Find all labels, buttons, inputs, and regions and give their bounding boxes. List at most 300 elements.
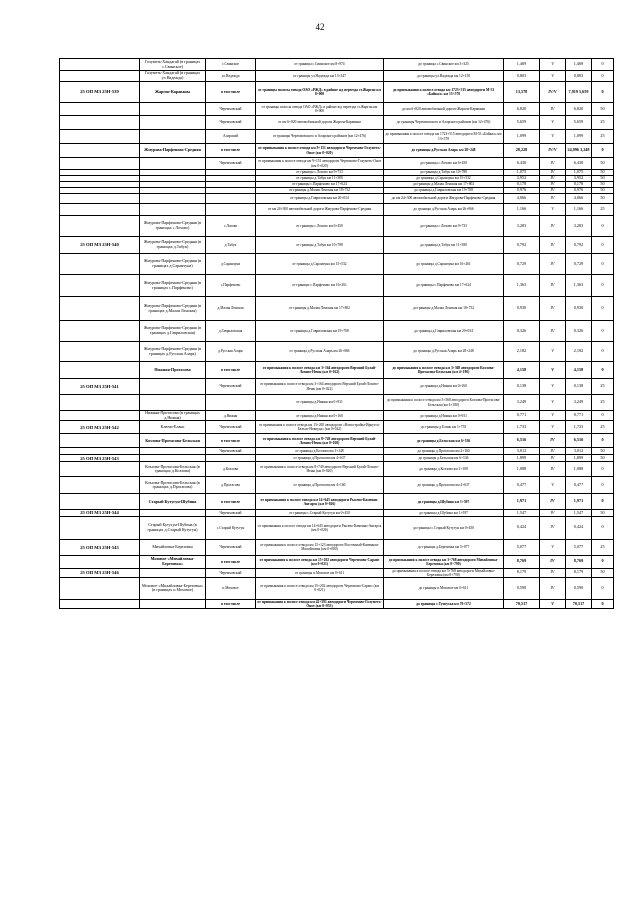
length-cell: 0,976 bbox=[504, 188, 540, 194]
road-name-cell: Моховое-«Михайловка-Березовка» bbox=[140, 555, 206, 568]
road-name-cell: Жмурова-Парфеново-Средняя (в границах с.Парфеново) bbox=[140, 275, 206, 297]
road-id-cell bbox=[60, 599, 140, 608]
district-cell: с.Парфеново bbox=[206, 275, 256, 297]
length-cell: 0,326 bbox=[504, 321, 540, 342]
length-by-category-cell: 1,099 bbox=[566, 130, 592, 144]
category-cell: IV bbox=[540, 555, 566, 568]
length-by-category-cell: 3,952 bbox=[566, 176, 592, 182]
district-cell bbox=[206, 204, 256, 216]
end-point-cell: до км 24+300 автомобильной дороги Жмурова-Парфеново-Средняя bbox=[384, 194, 504, 204]
road-name-cell: Козлова-Протасова-Бельская (в границах д.Козлова) bbox=[140, 462, 206, 477]
width-cell: 0 bbox=[592, 275, 614, 297]
table-row bbox=[60, 254, 614, 275]
category-cell: IV bbox=[540, 237, 566, 254]
category-cell: IV bbox=[540, 494, 566, 510]
start-point-cell: от примыкания к полосе отвода км 15+202 автодороги Черемхово-Сарапс (км 0+021) bbox=[256, 577, 384, 599]
length-by-category-cell: 7,919 5,659 bbox=[566, 82, 592, 103]
table-row bbox=[60, 516, 614, 539]
category-cell: IV bbox=[540, 297, 566, 321]
category-cell: V bbox=[540, 59, 566, 71]
end-point-cell: до примыкания к полосе отвода км 1723+515 автодороги М-53 «Байкал» км 13+578 bbox=[384, 82, 504, 103]
end-point-cell: до границы д.Гавриловская км 19+708 bbox=[384, 188, 504, 194]
length-by-category-cell: 1,166 bbox=[566, 204, 592, 216]
category-cell: V bbox=[540, 362, 566, 379]
end-point-cell: до примыкания к полосе отвода км 3+368 автодороги Козлова-Протасова-Бельская (км 4+190) bbox=[384, 362, 504, 379]
width-cell: 0 bbox=[592, 216, 614, 237]
length-by-category-cell: 0,178 bbox=[566, 182, 592, 188]
end-point-cell: до границы д.Малая Ленская км 18+732 bbox=[384, 297, 504, 321]
length-by-category-cell: 0,930 bbox=[566, 297, 592, 321]
width-cell: 50 bbox=[592, 158, 614, 170]
category-cell: IV/V bbox=[540, 82, 566, 103]
district-cell bbox=[206, 194, 256, 204]
road-id-cell bbox=[60, 494, 140, 510]
road-name-cell: Жмурова-Парфеново-Средняя (в границах д.Табук) bbox=[140, 237, 206, 254]
start-point-cell: от границы с.Старый Кутугун км 0+450 bbox=[256, 510, 384, 516]
length-cell: 3,283 bbox=[504, 216, 540, 237]
category-cell: V bbox=[540, 477, 566, 494]
district-cell: д.Нижня bbox=[206, 411, 256, 421]
road-name-cell: Старый Кутугун-Шубина bbox=[140, 494, 206, 510]
table-row bbox=[60, 194, 614, 204]
length-cell: 0,590 bbox=[504, 577, 540, 599]
length-cell: 0,424 bbox=[504, 516, 540, 539]
length-by-category-cell: 0,138 bbox=[566, 379, 592, 395]
width-cell: 25 bbox=[592, 539, 614, 555]
start-point-cell: от границы с.Парфеново км 16+261 bbox=[256, 275, 384, 297]
category-cell: IV bbox=[540, 158, 566, 170]
table-row bbox=[60, 103, 614, 116]
road-id-cell bbox=[60, 321, 140, 342]
length-cell: 1,075 bbox=[504, 170, 540, 176]
table-row bbox=[60, 237, 614, 254]
road-id-cell: 25 ОП МЗ 25Н-543 bbox=[60, 455, 140, 462]
table-row bbox=[60, 462, 614, 477]
start-point-cell: от км 24+300 автомобильной дороги Жмурова-Парфеново-Средняя bbox=[256, 204, 384, 216]
road-name-cell bbox=[140, 204, 206, 216]
length-by-category-cell: 0,803 bbox=[566, 71, 592, 82]
table-row bbox=[60, 599, 614, 608]
road-id-cell bbox=[60, 144, 140, 158]
start-point-cell: от границы ул.Надежда км 13+347 bbox=[256, 71, 384, 82]
width-cell: 0 bbox=[592, 237, 614, 254]
start-point-cell: от границы с.Парфеново км 17+624 bbox=[256, 182, 384, 188]
road-name-cell: Михайловка-Березовка bbox=[140, 539, 206, 555]
end-point-cell: до границы п.Моховое км 0+611 bbox=[384, 577, 504, 599]
length-cell: 0,138 bbox=[504, 379, 540, 395]
start-point-cell: от границы д.Малая Ленская км 17+802 bbox=[256, 297, 384, 321]
road-name-cell bbox=[140, 103, 206, 116]
road-name-cell: Козлова-Протасова-Бельская (в границах д.Протасова) bbox=[140, 477, 206, 494]
length-by-category-cell: 0,477 bbox=[566, 477, 592, 494]
road-id-cell bbox=[60, 204, 140, 216]
length-cell: 1,088 bbox=[504, 462, 540, 477]
road-id-cell: 25 ОП МЗ 25Н-542 bbox=[60, 421, 140, 434]
table-row bbox=[60, 342, 614, 362]
road-name-cell bbox=[140, 599, 206, 608]
end-point-cell: до границы с.Старый Кутугун км 0+450 bbox=[384, 516, 504, 539]
end-point-cell: до границы д.Русская Аларь км 28+248 bbox=[384, 342, 504, 362]
category-cell: IV/V bbox=[540, 144, 566, 158]
length-by-category-cell: 0,590 bbox=[566, 577, 592, 599]
table-row bbox=[60, 216, 614, 237]
road-id-cell bbox=[60, 103, 140, 116]
length-cell: 0,729 bbox=[504, 254, 540, 275]
district-cell: в том числе bbox=[206, 82, 256, 103]
table-row bbox=[60, 204, 614, 216]
table-row bbox=[60, 297, 614, 321]
road-register-table bbox=[59, 58, 614, 609]
width-cell: 0 bbox=[592, 462, 614, 477]
road-id-cell: 25 ОП МЗ 25Н-544 bbox=[60, 510, 140, 516]
start-point-cell: от границы с.Свинское км 8+974 bbox=[256, 59, 384, 71]
road-id-cell bbox=[60, 59, 140, 71]
district-cell: Черемховский bbox=[206, 379, 256, 395]
road-name-cell bbox=[140, 455, 206, 462]
end-point-cell: до границы д.Нижня км 0+931 bbox=[384, 411, 504, 421]
length-by-category-cell: 3,012 bbox=[566, 448, 592, 455]
road-name-cell: Жмурова-Парфеново-Средняя (в границах д.Гавриловская) bbox=[140, 321, 206, 342]
district-cell: д.Саранчуна bbox=[206, 254, 256, 275]
width-cell: 50 bbox=[592, 568, 614, 577]
end-point-cell: до примыкания к полосе отвода км 3+768 автодороги Михайловка-Березовка (км 8+790) bbox=[384, 568, 504, 577]
start-point-cell: от границы д.Гавриловская км 20+034 bbox=[256, 194, 384, 204]
category-cell: V bbox=[540, 379, 566, 395]
category-cell: IV bbox=[540, 216, 566, 237]
road-id-cell: 25 ОП МЗ 25Н-541 bbox=[60, 379, 140, 395]
road-name-cell: Ключи-Елань bbox=[140, 421, 206, 434]
length-by-category-cell: 1,075 bbox=[566, 170, 592, 176]
category-cell: IV bbox=[540, 462, 566, 477]
width-cell: 25 bbox=[592, 379, 614, 395]
table-row bbox=[60, 82, 614, 103]
road-id-cell: 25 ОП МЗ 25Н-545 bbox=[60, 539, 140, 555]
table-row bbox=[60, 71, 614, 82]
district-cell: д.Гавриловская bbox=[206, 321, 256, 342]
length-cell: 0,178 bbox=[504, 182, 540, 188]
length-cell: 1,899 bbox=[504, 455, 540, 462]
width-cell: 25 bbox=[592, 204, 614, 216]
end-point-cell: до границы д.Протасова км 4+637 bbox=[384, 477, 504, 494]
road-id-cell bbox=[60, 194, 140, 204]
category-cell: IV bbox=[540, 448, 566, 455]
road-id-cell bbox=[60, 158, 140, 170]
width-cell: 50 bbox=[592, 176, 614, 182]
length-by-category-cell: 1,363 bbox=[566, 275, 592, 297]
start-point-cell: от границы д.Козлова км 1+148 bbox=[256, 448, 384, 455]
road-name-cell bbox=[140, 194, 206, 204]
category-cell: IV bbox=[540, 254, 566, 275]
length-cell: 8,179 bbox=[504, 568, 540, 577]
road-id-cell bbox=[60, 362, 140, 379]
start-point-cell: от границы д.Протасова км 4+160 bbox=[256, 477, 384, 494]
table-row bbox=[60, 568, 614, 577]
start-point-cell: от границы д.Саранчуна км 15+532 bbox=[256, 254, 384, 275]
district-cell: Черемховский bbox=[206, 510, 256, 516]
width-cell: 0 bbox=[592, 494, 614, 510]
width-cell: 50 bbox=[592, 448, 614, 455]
end-point-cell: до границы д.Табук км 11+580 bbox=[384, 237, 504, 254]
road-id-cell: 25 ОП МЗ 25Н-539 bbox=[60, 82, 140, 103]
end-point-cell: до границы д.Табук км 10+788 bbox=[384, 170, 504, 176]
length-by-category-cell: 8,769 bbox=[566, 555, 592, 568]
road-name-cell: Жмурова-Парфеново-Средняя bbox=[140, 144, 206, 158]
district-cell: Аларский bbox=[206, 130, 256, 144]
category-cell: V bbox=[540, 204, 566, 216]
district-cell bbox=[206, 395, 256, 411]
start-point-cell: от примыкания к полосе отвода км 13+265 автодороги «Новостройка-Иркутск-Бельск-Новоуда» (км 0+022) bbox=[256, 421, 384, 434]
length-by-category-cell: 6,430 bbox=[566, 158, 592, 170]
table-row bbox=[60, 455, 614, 462]
length-cell: 4,158 bbox=[504, 362, 540, 379]
road-id-cell bbox=[60, 477, 140, 494]
category-cell: IV bbox=[540, 568, 566, 577]
width-cell: 0 bbox=[592, 411, 614, 421]
road-id-cell bbox=[60, 275, 140, 297]
length-by-category-cell: 0,424 bbox=[566, 516, 592, 539]
district-cell: Черемховский bbox=[206, 116, 256, 130]
length-cell: 0,477 bbox=[504, 477, 540, 494]
road-name-cell: Жмурова-Парфеново-Средняя (в границах с.Лохово) bbox=[140, 216, 206, 237]
length-by-category-cell: 1,733 bbox=[566, 421, 592, 434]
width-cell: 25 bbox=[592, 130, 614, 144]
table-row bbox=[60, 555, 614, 568]
start-point-cell: от границы д.Табук км 10+788 bbox=[256, 237, 384, 254]
district-cell: в том числе bbox=[206, 599, 256, 608]
end-point-cell: до границы д.Березовка км 5+077 bbox=[384, 539, 504, 555]
table-row bbox=[60, 434, 614, 448]
start-point-cell: от примыкания к полосе отвода км 9+151 автодороги Черемхово-Голуметь-Онот (км 0+020) bbox=[256, 144, 384, 158]
category-cell: V bbox=[540, 599, 566, 608]
length-by-category-cell: 0,976 bbox=[566, 188, 592, 194]
width-cell: 0 bbox=[592, 254, 614, 275]
length-by-category-cell: 70,517 bbox=[566, 599, 592, 608]
length-by-category-cell: 1,547 bbox=[566, 510, 592, 516]
category-cell: V bbox=[540, 71, 566, 82]
start-point-cell: от примыкания к полосе отвода км 8+749 автодороги Верхний Булай-Лохово-Нены (км 0+020) bbox=[256, 434, 384, 448]
category-cell: IV bbox=[540, 577, 566, 599]
road-name-cell: Жаргон-Караваны bbox=[140, 82, 206, 103]
end-point-cell: до границы д.Елань км 1+755 bbox=[384, 421, 504, 434]
page-number: 42 bbox=[315, 22, 325, 32]
category-cell: IV bbox=[540, 194, 566, 204]
table-row bbox=[60, 130, 614, 144]
road-id-cell: 25 ОП МЗ 25Н-546 bbox=[60, 568, 140, 577]
road-name-cell: Старый Кутугун-Шубина (в границах д.Старый Кутугун) bbox=[140, 516, 206, 539]
length-by-category-cell: 1,899 bbox=[566, 455, 592, 462]
start-point-cell: от примыкания к полосе отвода км 8+749 автодороги Верхний Булай-Лохово-Нены (км 0+020) bbox=[256, 462, 384, 477]
length-by-category-cell: 3,283 bbox=[566, 216, 592, 237]
table-row bbox=[60, 494, 614, 510]
district-cell: в том числе bbox=[206, 434, 256, 448]
category-cell: V bbox=[540, 539, 566, 555]
length-cell: 70,517 bbox=[504, 599, 540, 608]
length-cell: 1,971 bbox=[504, 494, 540, 510]
category-cell: IV bbox=[540, 516, 566, 539]
length-by-category-cell: 0,729 bbox=[566, 254, 592, 275]
length-by-category-cell: 24,996 3,248 bbox=[566, 144, 592, 158]
road-name-cell: Моховое-«Михайловка-Березовка» (в границах п.Моховое) bbox=[140, 577, 206, 599]
table-row bbox=[60, 421, 614, 434]
district-cell bbox=[206, 455, 256, 462]
end-point-cell: до границы д.Саранчуна км 16+261 bbox=[384, 254, 504, 275]
length-cell: 0,930 bbox=[504, 297, 540, 321]
district-cell: ул.Надежда bbox=[206, 71, 256, 82]
end-point-cell: до границы с.Лохово км 9+733 bbox=[384, 216, 504, 237]
start-point-cell: от границы д.Нижня км 0+160 bbox=[256, 411, 384, 421]
end-point-cell: до границы д.Бельская км 6+536 bbox=[384, 434, 504, 448]
district-cell: Черемховский bbox=[206, 158, 256, 170]
category-cell: V bbox=[540, 411, 566, 421]
end-point-cell: до границы д.Козлова км 1+108 bbox=[384, 462, 504, 477]
length-by-category-cell: 1,469 bbox=[566, 59, 592, 71]
start-point-cell: от примыкания к полосе отвода км 14+645 автодороги Рысево-Каменно-Ангарск (км 0+026) bbox=[256, 494, 384, 510]
length-by-category-cell: 0,792 bbox=[566, 237, 592, 254]
road-name-cell: Козлова-Протасова-Бельская bbox=[140, 434, 206, 448]
length-by-category-cell: 1,088 bbox=[566, 462, 592, 477]
end-point-cell: до границы д.Нижня км 0+160 bbox=[384, 379, 504, 395]
width-cell: 0 bbox=[592, 82, 614, 103]
start-point-cell: от границы д.Протасова км 4+637 bbox=[256, 455, 384, 462]
length-by-category-cell: 4,158 bbox=[566, 362, 592, 379]
road-id-cell bbox=[60, 130, 140, 144]
end-point-cell: до границы с.Свинское км 3+325 bbox=[384, 59, 504, 71]
length-cell: 0,771 bbox=[504, 411, 540, 421]
table-row bbox=[60, 395, 614, 411]
length-by-category-cell: 3,249 bbox=[566, 395, 592, 411]
end-point-cell: до границы д.Русская Аларь км 26+066 bbox=[384, 204, 504, 216]
end-point-cell: до км 6+820 автомобильной дороги Жаргон-Караваны bbox=[384, 103, 504, 116]
length-by-category-cell: 0,326 bbox=[566, 321, 592, 342]
table-row bbox=[60, 539, 614, 555]
district-cell: в том числе bbox=[206, 555, 256, 568]
width-cell: 50 bbox=[592, 188, 614, 194]
road-id-cell bbox=[60, 297, 140, 321]
table-row bbox=[60, 321, 614, 342]
road-name-cell bbox=[140, 568, 206, 577]
category-cell: V bbox=[540, 116, 566, 130]
road-id-cell bbox=[60, 411, 140, 421]
length-by-category-cell: 1,971 bbox=[566, 494, 592, 510]
width-cell: 50 bbox=[592, 182, 614, 188]
width-cell: 0 bbox=[592, 71, 614, 82]
end-point-cell: до примыкания к полосе отвода км 3+368 автодороги Козлова-Протасова-Бельская (км 4+180) bbox=[384, 395, 504, 411]
start-point-cell: от примыкания к полосе отвода км 14+645 автодороги Рысево-Каменно-Ангарск (км 0+026) bbox=[256, 516, 384, 539]
end-point-cell: до границы ул.Надежда км 12+150 bbox=[384, 71, 504, 82]
table-row bbox=[60, 448, 614, 455]
width-cell: 0 bbox=[592, 477, 614, 494]
category-cell: V bbox=[540, 342, 566, 362]
category-cell: V bbox=[540, 130, 566, 144]
start-point-cell: от границы д.Малая Ленская км 18+732 bbox=[256, 188, 384, 194]
table-row bbox=[60, 59, 614, 71]
road-id-cell bbox=[60, 395, 140, 411]
district-cell: д.Русская Аларь bbox=[206, 342, 256, 362]
length-cell: 0,792 bbox=[504, 237, 540, 254]
district-cell: Черемховский bbox=[206, 539, 256, 555]
district-cell: п.Моховое bbox=[206, 577, 256, 599]
road-id-cell bbox=[60, 434, 140, 448]
road-name-cell: Голуметь-Хандагай (в границах с.Свинское) bbox=[140, 59, 206, 71]
end-point-cell: до примыкания к полосе отвода км 1723+515 автодороги М-53 «Байкал» км 13+578 bbox=[384, 130, 504, 144]
width-cell: 0 bbox=[592, 577, 614, 599]
road-id-cell: 25 ОП МЗ 25Н-540 bbox=[60, 237, 140, 254]
width-cell: 25 bbox=[592, 395, 614, 411]
road-id-cell bbox=[60, 216, 140, 237]
width-cell: 50 bbox=[592, 103, 614, 116]
start-point-cell: от границы полосы отвода ОАО «РЖД» в районе жд переезда ст.Жаргон км 8+000 bbox=[256, 82, 384, 103]
start-point-cell: от примыкания к полосе отвода км 42+591 автодороги Черемхово-Голуметь-Онот (км 0+053) bbox=[257, 599, 382, 609]
table-row bbox=[60, 116, 614, 130]
end-point-cell: до границы д.Гавриловская км 20+034 bbox=[384, 321, 504, 342]
road-id-cell bbox=[60, 462, 140, 477]
length-cell: 5,077 bbox=[504, 539, 540, 555]
end-point-cell: до границы д.Протасова км 4+160 bbox=[384, 448, 504, 455]
start-point-cell: от границы Черемховского и Аларского районов (км 12+476) bbox=[256, 130, 384, 144]
road-name-cell: Нижняя-Протасова (в границах д.Нижня) bbox=[140, 411, 206, 421]
length-cell: 28,228 bbox=[504, 144, 540, 158]
category-cell: IV bbox=[540, 510, 566, 516]
district-cell: в том числе bbox=[206, 494, 256, 510]
table-row bbox=[60, 275, 614, 297]
width-cell: 50 bbox=[592, 510, 614, 516]
district-cell: с.Старый Кутугун bbox=[206, 516, 256, 539]
road-name-cell bbox=[140, 395, 206, 411]
end-point-cell: до границы с.Лохово км 6+450 bbox=[384, 158, 504, 170]
length-by-category-cell: 6,516 bbox=[566, 434, 592, 448]
end-point-cell: до примыкания к полосе отвода км 3+768 автодороги Михайловка-Березовка (км 8+790) bbox=[384, 555, 504, 568]
length-cell: 1,166 bbox=[504, 204, 540, 216]
length-cell: 2,182 bbox=[504, 342, 540, 362]
category-cell: IV bbox=[540, 434, 566, 448]
width-cell: 50 bbox=[592, 455, 614, 462]
road-id-cell bbox=[60, 448, 140, 455]
table-row bbox=[60, 362, 614, 379]
length-cell: 8,769 bbox=[504, 555, 540, 568]
length-cell: 6,430 bbox=[504, 158, 540, 170]
width-cell: 0 bbox=[592, 362, 614, 379]
category-cell: IV bbox=[540, 103, 566, 116]
district-cell: Черемховский bbox=[206, 568, 256, 577]
end-point-cell: до границы д.Малая Ленская км 17+802 bbox=[384, 182, 504, 188]
end-point-cell: до границы д.Бельская км 6+536 bbox=[384, 455, 504, 462]
length-cell: 1,469 bbox=[504, 59, 540, 71]
start-point-cell: от примыкания к полосе отвода км 15+123 автодороги Восточный-Каменная-Михайловка (км 0+000) bbox=[256, 539, 384, 555]
district-cell: д.Малая Ленская bbox=[206, 297, 256, 321]
category-cell: IV bbox=[540, 455, 566, 462]
district-cell: д.Табук bbox=[206, 237, 256, 254]
length-cell: 0,803 bbox=[504, 71, 540, 82]
width-cell: 50 bbox=[592, 170, 614, 176]
width-cell: 0 bbox=[592, 516, 614, 539]
table-row bbox=[60, 411, 614, 421]
road-id-cell bbox=[60, 577, 140, 599]
district-cell: д.Козлова bbox=[206, 462, 256, 477]
length-by-category-cell: 0,771 bbox=[566, 411, 592, 421]
length-by-category-cell: 2,182 bbox=[566, 342, 592, 362]
end-point-cell: до границы с.Парфеново км 17+624 bbox=[384, 275, 504, 297]
road-id-cell bbox=[60, 116, 140, 130]
road-name-cell: Нижняя-Протасова bbox=[140, 362, 206, 379]
start-point-cell: от примыкания к полосе отвода км 15+202 автодороги Черемхово-Сарапс (км 0+021) bbox=[256, 555, 384, 568]
district-cell: в том числе bbox=[206, 362, 256, 379]
length-cell: 13,578 bbox=[504, 82, 540, 103]
start-point-cell: от границы д.Нижня км 0+931 bbox=[256, 395, 384, 411]
width-cell: 0 bbox=[592, 555, 614, 568]
district-cell: в том числе bbox=[206, 144, 256, 158]
district-cell: д.Протасова bbox=[206, 477, 256, 494]
road-name-cell bbox=[140, 158, 206, 170]
